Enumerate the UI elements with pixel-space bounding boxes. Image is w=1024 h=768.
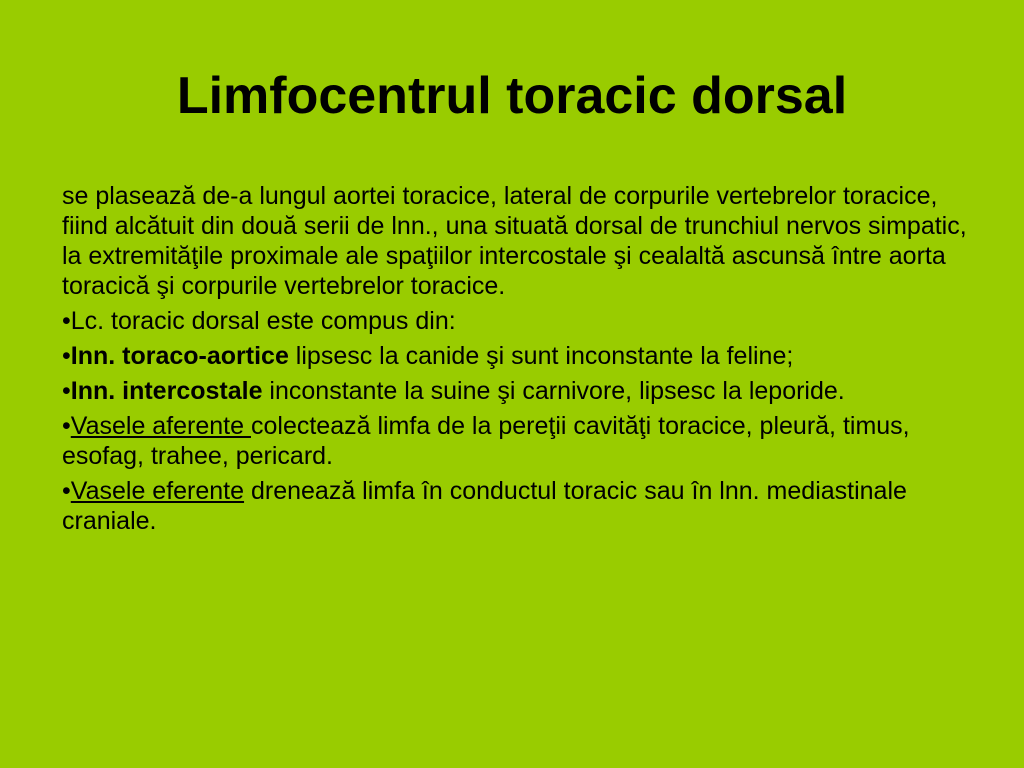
bullet-item-intercostale	[62, 376, 967, 406]
bullet-item-vasele-aferente	[62, 411, 967, 471]
intro-paragraph: se plasează de-a lungul aortei toracice, lateral de corpurile vertebrelor toracice, fiind alcătuit din două serii de lnn., una situată dorsal de trunchiul nervos simpatic, la extremităţile proximale ale spaţiilor intercostale şi cealaltă ascunsă între aorta toracică şi corpurile vertebrelor toracice.	[62, 182, 967, 300]
bullet-term: Vasele aferente	[70, 412, 251, 440]
bullet-item-toraco-aortice	[62, 341, 967, 371]
bullet-marker: •	[62, 342, 71, 370]
bullet-marker: •	[62, 477, 71, 505]
slide-title: Limfocentrul toracic dorsal	[176, 67, 848, 125]
bullet-term: Inn. toraco-aortice	[70, 342, 289, 370]
bullet-text: inconstante la suine şi carnivore, lipsesc la leporide.	[262, 377, 845, 405]
bullet-term: Vasele eferente	[70, 477, 245, 505]
bullet-item-vasele-eferente	[62, 476, 967, 536]
bullet-text: drenează limfa în conductul toracic sau în lnn. mediastinale craniale.	[62, 477, 907, 535]
bullet-text: colectează limfa de la pereţii cavităţi toracice, pleură, timus, esofag, trahee, pericard.	[62, 412, 910, 470]
bullet-text: lipsesc la canide şi sunt inconstante la feline;	[288, 342, 794, 370]
bullet-marker: •	[62, 307, 71, 335]
bullet-item-compus	[62, 306, 967, 336]
bullet-term: Inn. intercostale	[70, 377, 263, 405]
slide-body	[62, 181, 967, 541]
bullet-text: Lc. toracic dorsal este compus din:	[70, 307, 456, 335]
bullet-marker: •	[62, 377, 71, 405]
bullet-marker: •	[62, 412, 71, 440]
